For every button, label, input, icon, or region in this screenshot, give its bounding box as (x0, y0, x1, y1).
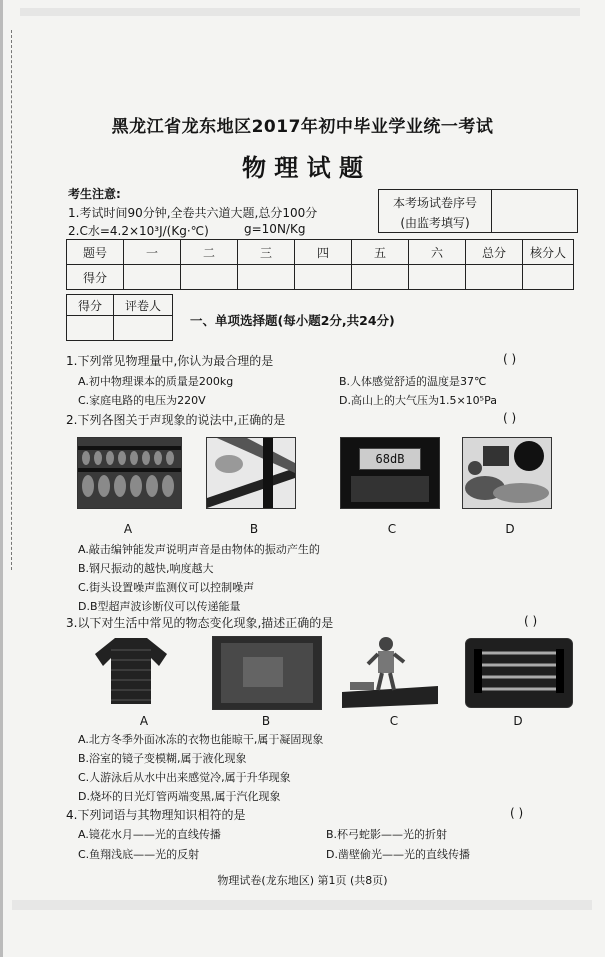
q3-label-c: C (389, 714, 399, 728)
page-footer: 物理试卷(龙东地区) 第1页 (共8页) (217, 874, 388, 887)
q2-label-d: D (505, 522, 515, 536)
notice-line1: 1.考试时间90分钟,全卷共六道大题,总分100分 (68, 206, 318, 220)
notice-line2-b: g=10N/Kg (244, 222, 306, 236)
fluorescent-tubes-image (465, 638, 573, 708)
q1-option-c: C.家庭电路的电压为220V (78, 394, 206, 407)
q2-option-a: A.敲击编钟能发声说明声音是由物体的振动产生的 (78, 543, 320, 556)
scan-noise (20, 8, 580, 16)
q1-option-a: A.初中物理课本的质量是200kg (78, 375, 234, 388)
q3-option-c: C.人游泳后从水中出来感觉冷,属于升华现象 (78, 771, 291, 784)
q1-option-b: B.人体感觉舒适的温度是37℃ (339, 375, 487, 388)
q2-answer-bracket[interactable]: ( ) (503, 411, 517, 425)
score-cell[interactable] (124, 265, 181, 290)
grader-table (66, 294, 173, 341)
q2-stem: 2.下列各图关于声现象的说法中,正确的是 (66, 413, 286, 427)
q1-answer-bracket[interactable]: ( ) (503, 352, 517, 366)
grader-score-label: 得分 (67, 295, 114, 316)
score-table-header-row (67, 240, 574, 265)
q4-stem: 4.下列词语与其物理知识相符的是 (66, 808, 246, 822)
score-header-cell: 三 (238, 240, 295, 265)
score-row-label: 得分 (67, 265, 124, 290)
score-header-cell: 核分人 (523, 240, 574, 265)
decibel-display: 68dB (359, 448, 421, 470)
grader-name-label: 评卷人 (114, 295, 173, 316)
scan-edge (0, 0, 3, 957)
steel-ruler-image (206, 437, 296, 509)
section1-heading: 一、单项选择题(每小题2分,共24分) (190, 313, 395, 328)
score-table-score-row (67, 265, 574, 290)
score-header-cell: 题号 (67, 240, 124, 265)
q2-label-a: A (123, 522, 133, 536)
ultrasound-scan-image (462, 437, 552, 509)
grader-score-field[interactable] (67, 316, 114, 341)
q3-option-b: B.浴室的镜子变模糊,属于液化现象 (78, 752, 247, 765)
q4-option-b: B.杯弓蛇影——光的折射 (326, 828, 448, 841)
score-cell[interactable] (181, 265, 238, 290)
q4-option-c: C.鱼翔浅底——光的反射 (78, 848, 200, 861)
seat-label-line2: (由监考填写) (400, 216, 470, 230)
q2-option-d: D.B型超声波诊断仪可以传递能量 (78, 600, 241, 613)
score-cell[interactable] (466, 265, 523, 290)
score-cell[interactable] (352, 265, 409, 290)
score-cell[interactable] (409, 265, 466, 290)
score-header-cell: 六 (409, 240, 466, 265)
q3-option-d: D.烧坏的日光灯管两端变黑,属于汽化现象 (78, 790, 281, 803)
q4-option-d: D.凿壁偷光——光的直线传播 (326, 848, 470, 861)
seat-number-box (378, 189, 578, 233)
q2-option-b: B.钢尺振动的越快,响度越大 (78, 562, 214, 575)
score-header-cell: 总分 (466, 240, 523, 265)
seat-number-field[interactable] (492, 190, 577, 232)
subject-title: 物 理 试 题 (241, 153, 364, 182)
q3-label-b: B (261, 714, 271, 728)
q2-label-b: B (249, 522, 259, 536)
frozen-clothes-image (93, 636, 169, 706)
q3-label-a: A (139, 714, 149, 728)
q4-option-a: A.镜花水月——光的直线传播 (78, 828, 221, 841)
notice-heading: 考生注意: (68, 187, 121, 201)
binding-line (11, 30, 12, 570)
score-header-cell: 四 (295, 240, 352, 265)
score-cell[interactable] (523, 265, 574, 290)
q1-stem: 1.下列常见物理量中,你认为最合理的是 (66, 354, 274, 368)
q2-option-c: C.街头设置噪声监测仪可以控制噪声 (78, 581, 255, 594)
score-cell[interactable] (295, 265, 352, 290)
scan-noise-bottom (12, 900, 592, 910)
q3-label-d: D (513, 714, 523, 728)
swimmer-image (342, 630, 438, 710)
score-table (66, 239, 574, 290)
score-header-cell: 五 (352, 240, 409, 265)
bianzhong-bells-image (77, 437, 182, 509)
foggy-mirror-image (212, 636, 322, 710)
noise-monitor-image (340, 437, 440, 509)
seat-label-cell (379, 190, 492, 232)
notice-line2-a: 2.C水=4.2×10³J/(Kg·℃) (68, 224, 209, 238)
q3-option-a: A.北方冬季外面冰冻的衣物也能晾干,属于凝固现象 (78, 733, 324, 746)
q3-stem: 3.以下对生活中常见的物态变化现象,描述正确的是 (66, 616, 334, 630)
seat-label-line1: 本考场试卷序号 (392, 196, 477, 210)
grader-name-field[interactable] (114, 316, 173, 341)
score-header-cell: 二 (181, 240, 238, 265)
score-header-cell: 一 (124, 240, 181, 265)
q1-option-d: D.高山上的大气压为1.5×10⁵Pa (339, 394, 497, 407)
q3-answer-bracket[interactable]: ( ) (524, 614, 538, 628)
score-cell[interactable] (238, 265, 295, 290)
exam-title: 黑龙江省龙东地区2017年初中毕业学业统一考试 (111, 117, 494, 137)
q2-label-c: C (387, 522, 397, 536)
q4-answer-bracket[interactable]: ( ) (510, 806, 524, 820)
